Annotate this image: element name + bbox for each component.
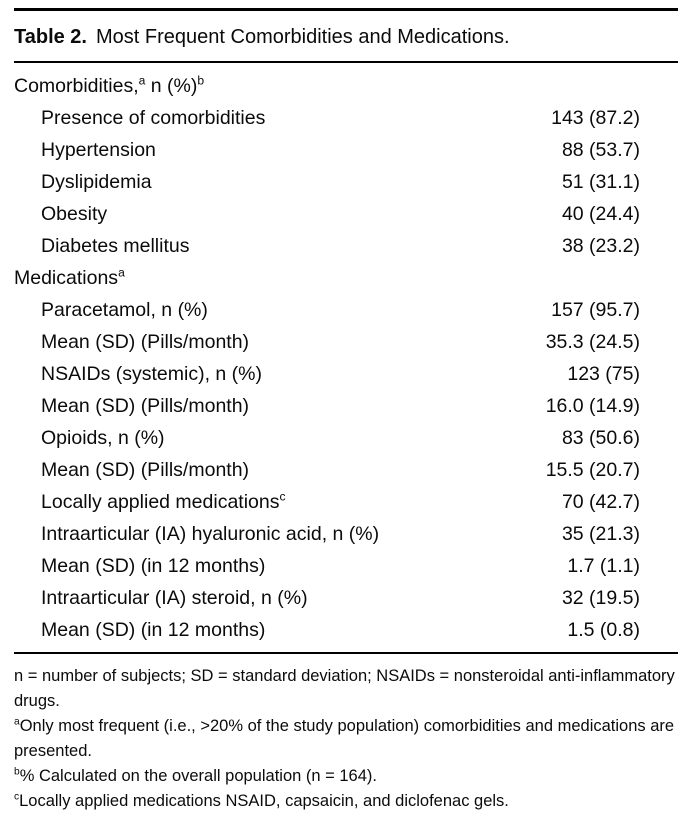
row-label-text: Paracetamol, n (%) — [41, 299, 208, 321]
table-row — [14, 102, 678, 134]
row-value: 157 (95.7) — [551, 299, 640, 321]
footnote — [14, 664, 678, 714]
table-2 — [14, 8, 678, 814]
row-value: 1.5 (0.8) — [567, 619, 640, 641]
row-label-text: Intraarticular (IA) hyaluronic acid, n (%) — [41, 523, 380, 545]
row-label — [14, 614, 265, 646]
row-label — [14, 262, 125, 294]
row-value: 123 (75) — [567, 363, 640, 385]
row-label — [14, 198, 107, 230]
row-value: 88 (53.7) — [561, 139, 640, 161]
row-label-text: Hypertension — [41, 139, 156, 161]
row-label-text: Mean (SD) (in 12 months) — [41, 619, 266, 641]
row-label — [14, 390, 249, 422]
table-title: Most Frequent Comorbidities and Medications. — [96, 26, 510, 48]
footnote-text: n = number of subjects; SD = standard deviation; NSAIDs = nonsteroidal anti-inflammatory drugs. — [14, 667, 675, 710]
row-label — [14, 454, 249, 486]
row-label — [14, 582, 308, 614]
row-label-text: Mean (SD) (Pills/month) — [41, 395, 250, 417]
table-row — [14, 262, 678, 294]
footnote-text: % Calculated on the overall population (n = 164). — [19, 767, 377, 785]
row-label — [14, 486, 286, 518]
table-row — [14, 358, 678, 390]
table-row — [14, 550, 678, 582]
table-row — [14, 454, 678, 486]
row-label — [14, 550, 265, 582]
row-label — [14, 422, 165, 454]
row-label-text: Locally applied medications — [41, 491, 280, 513]
table-caption — [14, 11, 678, 63]
footnote-marker: b — [14, 766, 20, 778]
row-value: 32 (19.5) — [561, 587, 640, 609]
superscript-marker: c — [279, 489, 286, 504]
row-label — [14, 230, 189, 262]
table-row — [14, 390, 678, 422]
table-row — [14, 134, 678, 166]
footnote — [14, 764, 678, 789]
row-label-text: Opioids, n (%) — [41, 427, 165, 449]
footnote-marker: c — [14, 791, 20, 803]
row-value: 38 (23.2) — [561, 235, 640, 257]
table-row — [14, 614, 678, 646]
row-label-text: n (%) — [145, 75, 198, 97]
row-label-text: Comorbidities, — [14, 75, 139, 97]
table-row — [14, 326, 678, 358]
table-row — [14, 166, 678, 198]
table-row — [14, 486, 678, 518]
row-label — [14, 518, 379, 550]
row-label — [14, 294, 208, 326]
row-label-text: Mean (SD) (Pills/month) — [41, 331, 250, 353]
row-value: 16.0 (14.9) — [545, 395, 640, 417]
footnote — [14, 789, 678, 814]
table-row — [14, 582, 678, 614]
row-label-text: Intraarticular (IA) steroid, n (%) — [41, 587, 308, 609]
row-label-text: Presence of comorbidities — [41, 107, 266, 129]
superscript-marker: a — [138, 73, 146, 88]
table-row — [14, 198, 678, 230]
row-label — [14, 358, 262, 390]
superscript-marker: a — [118, 265, 125, 280]
row-value: 83 (50.6) — [561, 427, 640, 449]
row-label — [14, 70, 204, 102]
table-row — [14, 294, 678, 326]
row-value: 143 (87.2) — [551, 107, 640, 129]
row-value: 1.7 (1.1) — [567, 555, 640, 577]
row-label-text: Mean (SD) (Pills/month) — [41, 459, 250, 481]
table-body — [14, 63, 678, 654]
footnote-text: Only most frequent (i.e., >20% of the study population) comorbidities and medications are presented. — [14, 717, 675, 760]
row-label-text: Dyslipidemia — [41, 171, 152, 193]
superscript-marker: b — [197, 73, 205, 88]
row-value: 35.3 (24.5) — [545, 331, 640, 353]
row-label — [14, 166, 152, 198]
row-value: 70 (42.7) — [561, 491, 640, 513]
row-value: 51 (31.1) — [561, 171, 640, 193]
row-label — [14, 326, 249, 358]
table-row — [14, 70, 678, 102]
row-value: 15.5 (20.7) — [545, 459, 640, 481]
table-row — [14, 230, 678, 262]
footnote — [14, 714, 678, 764]
table-row — [14, 518, 678, 550]
row-label-text: Obesity — [41, 203, 108, 225]
footnote-marker: a — [14, 716, 20, 728]
row-value: 35 (21.3) — [561, 523, 640, 545]
table-label: Table 2. — [14, 26, 87, 48]
row-label-text: Medications — [14, 267, 119, 289]
row-label-text: Mean (SD) (in 12 months) — [41, 555, 266, 577]
row-label — [14, 102, 265, 134]
row-label-text: Diabetes mellitus — [41, 235, 190, 257]
row-label-text: NSAIDs (systemic), n (%) — [41, 363, 263, 385]
row-value: 40 (24.4) — [561, 203, 640, 225]
row-label — [14, 134, 156, 166]
footnote-text: Locally applied medications NSAID, capsaicin, and diclofenac gels. — [19, 792, 509, 810]
table-row — [14, 422, 678, 454]
footnotes — [14, 654, 678, 814]
